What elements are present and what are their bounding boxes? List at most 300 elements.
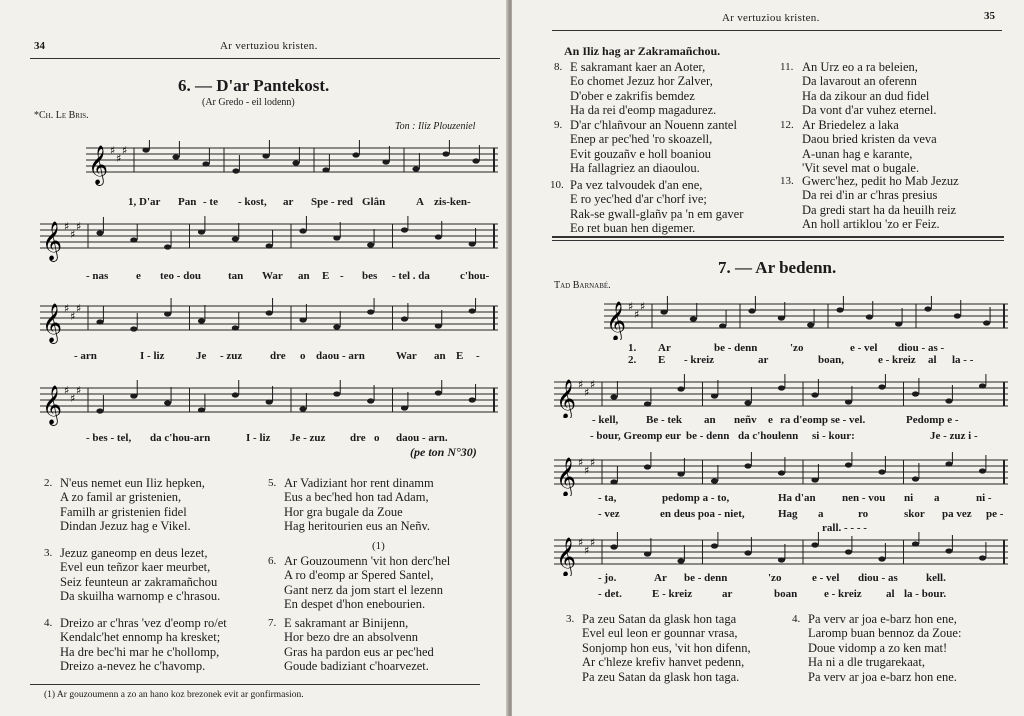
note-head <box>401 316 408 321</box>
stanza-number: 11. <box>780 61 794 73</box>
lyric-syllable: diou - as <box>858 572 898 584</box>
note-head <box>878 469 885 474</box>
sharp-icon: ♯ <box>64 384 70 397</box>
music-staff-3 <box>554 452 1008 496</box>
lyric-syllable: - arn <box>342 350 365 362</box>
note-head <box>299 406 306 411</box>
note-head <box>744 550 751 555</box>
note-head <box>333 324 340 329</box>
stanza-number: 4. <box>44 617 53 629</box>
stanza-line: Evel eun teñzor kaer meurbet, <box>60 560 211 575</box>
stanza-line: D'ober e zakrifis bemdez <box>570 88 695 103</box>
lyric-syllable: da c'houlenn <box>738 430 799 442</box>
lyric-syllable: e - kreiz <box>824 588 862 600</box>
lyric-syllable: War <box>396 350 417 362</box>
stanza-line: N'eus nemet eun Iliz hepken, <box>60 476 205 490</box>
stanza-number: 4. <box>792 613 801 625</box>
lyric-syllable: e <box>136 270 141 282</box>
lyric-syllable: pe - <box>986 508 1004 520</box>
lyric-syllable: Spe - red <box>311 196 353 208</box>
stanza-line: Hor bezo dre an absolvenn <box>284 630 418 645</box>
note-head <box>644 464 651 469</box>
lyric-syllable: an <box>704 414 716 426</box>
lyric-syllable: e <box>768 414 773 426</box>
stanza-line: Eus a bec'hed hon tad Adam, <box>284 490 429 505</box>
stanza-10 <box>550 178 744 236</box>
sharp-icon: ♯ <box>628 300 634 313</box>
note-head <box>945 398 952 403</box>
lyric-syllable: - bour, Greomp eur <box>590 430 682 442</box>
lyric-syllable: - det. <box>598 588 622 600</box>
stanza-line: Rak-se gwall-glañv pa 'n em gaver <box>570 206 744 221</box>
stanza-line: 'Vit sevel mat o bugale. <box>802 161 920 176</box>
treble-clef-icon: 𝄞 <box>556 457 577 496</box>
note-head <box>610 544 617 549</box>
note-head <box>232 236 239 241</box>
sharp-icon: ♯ <box>578 456 584 469</box>
stanza-line: Ha ni a dle trugarekaat, <box>808 655 925 670</box>
note-head <box>719 323 726 328</box>
stanza-number: 13. <box>780 175 794 187</box>
lyric-syllable: ra d'eomp se - vel. <box>780 414 866 426</box>
sharp-icon: ♯ <box>116 152 122 165</box>
sharp-icon: ♯ <box>584 544 590 557</box>
note-head <box>912 541 919 546</box>
treble-clef-icon: 𝄞 <box>42 221 63 261</box>
lyric-syllable: neñv <box>734 414 757 426</box>
stanza-6 <box>268 554 451 612</box>
note-head <box>778 315 785 320</box>
stanza-8 <box>554 60 717 118</box>
lyric-syllable: e - vel <box>850 342 878 354</box>
music-staff-2 <box>554 374 1008 418</box>
note-head <box>778 470 785 475</box>
note-head <box>232 392 239 397</box>
sharp-icon: ♯ <box>64 302 70 315</box>
sharp-icon: ♯ <box>76 302 82 315</box>
stanza-line: Jezuz ganeomp en deus lezet, <box>60 546 208 560</box>
note-head <box>266 243 273 248</box>
note-head <box>945 548 952 553</box>
stanza-number: 3. <box>566 613 575 625</box>
lyric-syllable: skor <box>904 508 925 520</box>
lyric-syllable: an <box>298 270 310 282</box>
lyric-syllable: la - - <box>952 354 974 366</box>
stanza-number: 5. <box>268 477 277 489</box>
note-head <box>435 390 442 395</box>
lyric-syllable: dre <box>270 350 286 362</box>
lyric-syllable: an <box>434 350 446 362</box>
page-number: 34 <box>34 40 45 52</box>
music-staff-1 <box>86 140 498 186</box>
note-head <box>130 237 137 242</box>
note-head <box>232 168 239 173</box>
stanza-line: Dreizo ar c'hras 'vez d'eomp ro/et <box>60 616 227 630</box>
author-credit: Tad Barnabé. <box>554 280 611 291</box>
lyric-syllable: a <box>934 492 940 504</box>
stanza-line: Dreizo a-nevez he c'havomp. <box>60 659 206 674</box>
stanza-line: An Urz eo a ra beleien, <box>802 60 918 74</box>
note-head <box>442 151 449 156</box>
stanza-line: A ro d'eomp ar Spered Santel, <box>284 568 434 583</box>
lyric-syllable: - kreiz <box>684 354 715 366</box>
note-head <box>469 397 476 402</box>
stanza-line: Pa verv ar joa e-barz hon ene, <box>808 612 957 626</box>
lyric-syllable: - te <box>203 196 218 208</box>
stanza-number: 7. <box>268 617 277 629</box>
note-head <box>778 557 785 562</box>
note-head <box>164 311 171 316</box>
note-head <box>836 307 843 312</box>
stanza-line: Eo ret buan hen digemer. <box>570 221 696 236</box>
note-head <box>778 385 785 390</box>
note-head <box>979 468 986 473</box>
lyric-syllable: - jo. <box>598 572 617 584</box>
stanza-line: Daou bried kristen da veva <box>802 132 937 147</box>
stanza-2 <box>44 476 205 534</box>
stanza-line: Hor gra bugale da Zoue <box>284 504 403 519</box>
note-head <box>202 161 209 166</box>
lyric-syllable: boan, <box>818 354 844 366</box>
lyric-syllable: o <box>300 350 306 362</box>
stanza-line: Pa zeu Satan da glask hon taga. <box>582 669 740 684</box>
note-head <box>711 393 718 398</box>
treble-clef-icon: 𝄞 <box>42 303 63 343</box>
stanza-line: Sonjomp hon eus, 'vit hon difenn, <box>582 640 751 655</box>
lyric-syllable: - bes - tel, <box>86 432 132 444</box>
tune-note: Ton : Iliz Plouzeniel <box>395 121 476 132</box>
continuation-title: An Iliz hag ar Zakramañchou. <box>564 44 721 58</box>
lyric-syllable: teo - dou <box>160 270 201 282</box>
author-credit: *Ch. Le Bris. <box>34 110 89 121</box>
note-head <box>711 543 718 548</box>
lyric-syllable: War <box>262 270 283 282</box>
stanza-line: Dindan Jezuz hag e Vikel. <box>60 519 191 534</box>
stanza-line: Doue vidomp a zo ken mat! <box>808 640 948 655</box>
stanza-line: Familh ar gristenien fidel <box>60 504 187 519</box>
stanza-7 <box>268 616 434 674</box>
stanza-line: A zo famil ar gristenien, <box>60 490 182 505</box>
stanza-line: Ar Gouzoumenn 'vit hon derc'hel <box>284 554 451 568</box>
stanza-13 <box>780 174 959 232</box>
lyric-syllable: Be - tek <box>646 414 683 426</box>
stanza-number: 10. <box>550 179 564 191</box>
stanza-line: Gant nerz da jom start el lezenn <box>284 582 443 597</box>
note-head <box>711 478 718 483</box>
note-head <box>292 160 299 165</box>
lyric-syllable: da c'hou-arn <box>150 432 211 444</box>
stanza-line: Evel eul leon er gounnar vrasa, <box>582 626 738 641</box>
stanza-line: Da rei d'in ar c'hras presius <box>802 188 938 203</box>
note-head <box>435 234 442 239</box>
sharp-icon: ♯ <box>64 220 70 233</box>
note-head <box>96 408 103 413</box>
treble-clef-icon: 𝄞 <box>556 379 577 418</box>
lyric-syllable: nen - vou <box>842 492 886 504</box>
stanza-line: Ar c'hleze krefiv hanvet pedenn, <box>582 655 745 670</box>
treble-clef-icon: 𝄞 <box>42 385 63 425</box>
sharp-icon: ♯ <box>70 310 76 323</box>
lyric-syllable: kell. <box>926 572 946 584</box>
lyric-syllable: Je - zuz i - <box>930 430 978 442</box>
lyric-syllable: - <box>476 350 480 362</box>
note-head <box>262 153 269 158</box>
note-head <box>198 229 205 234</box>
left-page <box>0 0 508 716</box>
lyric-syllable: Pan <box>178 196 197 208</box>
note-head <box>198 318 205 323</box>
music-staff-4 <box>554 532 1008 576</box>
note-head <box>96 319 103 324</box>
lyric-syllable: pa vez <box>942 508 972 520</box>
lyric-syllable: I - liz <box>140 350 165 362</box>
lyric-syllable: Ha d'an <box>778 492 816 504</box>
header-rule <box>552 30 1002 31</box>
note-head <box>401 405 408 410</box>
lyric-syllable: E <box>322 270 330 282</box>
lyric-syllable: la - bour. <box>904 588 947 600</box>
lyric-syllable: 2. <box>628 354 637 366</box>
note-head <box>748 308 755 313</box>
note-head <box>610 394 617 399</box>
lyric-syllable: ro <box>858 508 869 520</box>
note-head <box>610 479 617 484</box>
sharp-icon: ♯ <box>578 378 584 391</box>
lyric-syllable: c'hou- <box>460 270 490 282</box>
lyric-syllable: - vez <box>598 508 620 520</box>
note-head <box>983 320 990 325</box>
note-head <box>164 400 171 405</box>
stanza-number: 8. <box>554 61 563 73</box>
stanza-number: 3. <box>44 547 53 559</box>
stanza-number: 6. <box>268 555 277 567</box>
lyric-syllable: 1, D'ar <box>128 196 161 208</box>
note-head <box>677 558 684 563</box>
lyric-syllable: boan <box>774 588 798 600</box>
stanza-number: 9. <box>554 119 563 131</box>
lyric-syllable: Je <box>196 350 207 362</box>
stanza-line: Enep ar pec'hed 'ro skoazell, <box>570 132 713 147</box>
note-head <box>945 461 952 466</box>
note-head <box>164 244 171 249</box>
note-head <box>912 476 919 481</box>
lyric-syllable: en deus poa - niet, <box>660 508 745 520</box>
lyric-syllable: E <box>658 354 666 366</box>
stanza-line: Laromp buan bennoz da Zoue: <box>808 626 962 641</box>
stanza-line: Hag heritourien eus an Neñv. <box>284 519 431 534</box>
stanza-line: Kendalc'het ennomp ha kresket; <box>60 630 221 645</box>
note-head <box>352 152 359 157</box>
stanza-line: Da skuilha warnomp e c'hrasou. <box>60 589 221 604</box>
stanza-line: Ha da rei d'eomp magadurez. <box>570 103 717 118</box>
note-head <box>979 555 986 560</box>
note-head <box>744 400 751 405</box>
note-head <box>232 325 239 330</box>
note-head <box>845 462 852 467</box>
song-subtitle: (Ar Gredo - eil lodenn) <box>202 97 295 108</box>
lyric-syllable: - <box>340 270 344 282</box>
note-head <box>367 242 374 247</box>
lyric-syllable: be - denn <box>714 342 758 354</box>
lyric-syllable: a <box>818 508 824 520</box>
song-title: 7. — Ar bedenn. <box>718 258 837 277</box>
note-head <box>811 392 818 397</box>
stanza-line: D'ar c'hlañvour an Nouenn zantel <box>570 118 737 132</box>
stanza-line: E ro yec'hed d'ar c'horf ive; <box>570 192 707 207</box>
note-head <box>954 313 961 318</box>
lyric-syllable: Pedomp e - <box>906 414 959 426</box>
lyric-syllable: - nas <box>86 270 109 282</box>
sharp-icon: ♯ <box>578 536 584 549</box>
lyric-syllable: o <box>374 432 380 444</box>
lyric-syllable: daou - arn. <box>396 432 448 444</box>
stanza-line: En despet d'hon enebourien. <box>284 597 426 612</box>
note-head <box>469 308 476 313</box>
footnote: (1) Ar gouzoumenn a zo an hano koz brezonek evit ar gonfirmasion. <box>44 690 304 700</box>
note-head <box>130 393 137 398</box>
note-head <box>845 549 852 554</box>
lyric-syllable: e - kreiz <box>878 354 916 366</box>
lyric-syllable: - ta, <box>598 492 617 504</box>
note-head <box>845 399 852 404</box>
stanza-line: Seiz feunteun ar zakramañchou <box>60 574 218 589</box>
note-head <box>807 322 814 327</box>
note-head <box>912 391 919 396</box>
lyric-syllable: 'zo <box>790 342 804 354</box>
lyric-syllable: - arn <box>74 350 97 362</box>
note-head <box>677 471 684 476</box>
stanza-4 <box>44 616 227 674</box>
lyric-syllable: 'zo <box>768 572 782 584</box>
treble-clef-icon: 𝄞 <box>606 301 627 340</box>
running-head: Ar vertuziou kristen. <box>722 12 820 24</box>
sharp-icon: ♯ <box>634 308 640 321</box>
stanza-line: An holl artiklou 'zo er Feiz. <box>802 217 940 232</box>
sharp-icon: ♯ <box>590 456 596 469</box>
stanza-line: A-unan hag e karante, <box>802 146 913 161</box>
music-staff-1 <box>604 296 1008 340</box>
stanza-number: 12. <box>780 119 794 131</box>
stanza-line: E sakramant kaer an Aoter, <box>570 60 706 74</box>
note-head <box>644 551 651 556</box>
lyric-syllable: - tel . da <box>392 270 430 282</box>
stanza-3 <box>44 546 221 604</box>
note-head <box>644 401 651 406</box>
lyric-syllable: I - liz <box>246 432 271 444</box>
stanza-line: Gras ha pardon eus ar pec'hed <box>284 644 434 659</box>
song-title: 6. — D'ar Pantekost. <box>178 76 330 95</box>
note-head <box>412 166 419 171</box>
sharp-icon: ♯ <box>76 384 82 397</box>
note-head <box>979 383 986 388</box>
sharp-icon: ♯ <box>76 220 82 233</box>
note-head <box>382 159 389 164</box>
lyric-syllable: Ar <box>658 342 671 354</box>
lyric-syllable: 1. <box>628 342 637 354</box>
lyric-syllable: Je - zuz <box>290 432 326 444</box>
lyric-syllable: tan <box>228 270 244 282</box>
note-head <box>401 227 408 232</box>
section-rule <box>552 236 1004 238</box>
lyric-syllable: Ar <box>654 572 667 584</box>
note-head <box>96 230 103 235</box>
header-rule <box>30 58 500 59</box>
note-head <box>878 556 885 561</box>
music-staff-2 <box>40 216 498 262</box>
stanza-line: Evit gouzañv e holl boaniou <box>570 146 711 161</box>
sharp-icon: ♯ <box>590 536 596 549</box>
treble-clef-icon: 𝄞 <box>556 537 577 576</box>
lyric-syllable: e - vel <box>812 572 840 584</box>
sharp-icon: ♯ <box>584 464 590 477</box>
lyric-syllable: ar <box>758 354 769 366</box>
lyric-syllable: be - denn <box>684 572 728 584</box>
note-head <box>924 306 931 311</box>
lyric-syllable: dre <box>350 432 366 444</box>
stanza-line: Gwerc'hez, pedit ho Mab Jezuz <box>802 174 959 188</box>
sharp-icon: ♯ <box>110 144 116 157</box>
footnote-rule <box>30 684 480 685</box>
note-head <box>866 314 873 319</box>
stanza-line: Ha fallagriez an diaoulou. <box>570 161 700 176</box>
lyric-syllable: si - kour: <box>812 430 855 442</box>
note-head <box>811 477 818 482</box>
note-head <box>690 316 697 321</box>
note-head <box>299 228 306 233</box>
note-head <box>322 167 329 172</box>
lyric-syllable: - kell, <box>592 414 619 426</box>
stanza-12 <box>780 118 937 176</box>
lyric-syllable: A <box>416 196 424 208</box>
stanza-line: Ar Vadiziant hor rent dinamm <box>284 476 434 490</box>
stanza-line: Ar Briedelez a laka <box>802 118 899 132</box>
stanza-line: Goude badiziant c'hoarvezet. <box>284 659 429 674</box>
note-head <box>266 399 273 404</box>
stanza-line: E sakramant ar Binijenn, <box>284 616 409 630</box>
lyric-syllable: bes <box>362 270 378 282</box>
note-head <box>469 241 476 246</box>
note-head <box>299 317 306 322</box>
note-head <box>367 398 374 403</box>
note-head <box>130 326 137 331</box>
running-head: Ar vertuziou kristen. <box>220 40 318 52</box>
page-number: 35 <box>984 10 995 22</box>
stanza-5 <box>268 476 434 534</box>
lyric-syllable: Hag <box>778 508 798 520</box>
music-staff-3 <box>40 298 498 344</box>
stanza-bottom-4 <box>792 612 962 684</box>
stanza-line: Da gredi start ha da heuilh reiz <box>802 202 957 217</box>
lyric-syllable: daou <box>316 350 340 362</box>
note-head <box>142 147 149 152</box>
note-head <box>367 309 374 314</box>
lyric-syllable: - zuz <box>220 350 243 362</box>
note-head <box>333 235 340 240</box>
note-head <box>744 463 751 468</box>
sharp-icon: ♯ <box>590 378 596 391</box>
lyric-syllable: ar <box>722 588 733 600</box>
lyric-syllable: ni - <box>976 492 992 504</box>
lyric-syllable: al <box>928 354 937 366</box>
treble-clef-icon: 𝄞 <box>88 145 109 185</box>
lyric-syllable: diou - as - <box>898 342 945 354</box>
stanza-line: Eo chomet Jezuz hor Zalver, <box>570 74 713 89</box>
stanza-line: Pa zeu Satan da glask hon taga <box>582 612 737 626</box>
stanza-line: Pa verv ar joa e-barz hon ene. <box>808 669 957 684</box>
sharp-icon: ♯ <box>584 386 590 399</box>
tune-reference: (pe ton N°30) <box>410 445 477 459</box>
section-rule-thin <box>552 240 1004 241</box>
